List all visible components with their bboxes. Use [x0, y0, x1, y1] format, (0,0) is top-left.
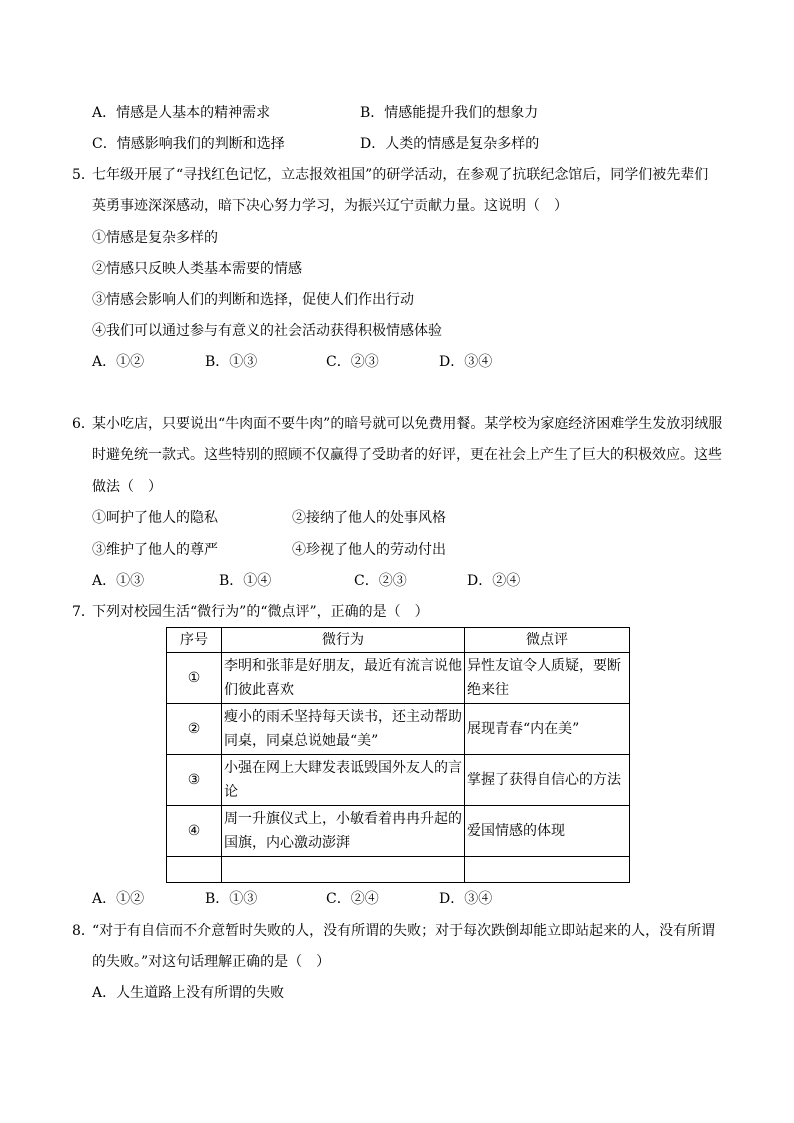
q7-table	[166, 627, 630, 883]
q4-option-b[interactable]: B．情感能提升我们的想象力	[360, 105, 539, 121]
q5-option-b[interactable]: B．①③	[205, 354, 258, 370]
q5-statement-4: ④我们可以通过参与有意义的社会活动获得积极情感体验	[92, 323, 442, 339]
table-header-row	[167, 628, 630, 653]
q6-stem-line-2: 时避免统一款式。这些特别的照顾不仅赢得了受助者的好评，更在社会上产生了巨大的积极效应。这些	[92, 447, 722, 463]
table-cell-num: ③	[167, 755, 222, 806]
q6-option-a[interactable]: A．①③	[92, 573, 145, 589]
table-cell-comment: 展现青春“内在美”	[465, 704, 630, 755]
q6-option-d[interactable]: D．②④	[467, 573, 521, 589]
q6-statement-4: ④珍视了他人的劳动付出	[292, 542, 446, 558]
table-header-behavior: 微行为	[222, 628, 465, 653]
q4-option-c[interactable]: C．情感影响我们的判断和选择	[92, 136, 285, 152]
q5-option-a[interactable]: A．①②	[92, 354, 145, 370]
table-cell-num: ④	[167, 806, 222, 857]
q4-option-d[interactable]: D．人类的情感是复杂多样的	[360, 136, 540, 152]
q8-stem-line-1: “对于有自信而不介意暂时失败的人，没有所谓的失败；对于每次跌倒却能立即站起来的人，没有所谓	[92, 923, 716, 939]
table-cell-empty	[465, 857, 630, 883]
q6-statement-1: ①呵护了他人的隐私	[92, 510, 218, 526]
table-cell-num: ①	[167, 653, 222, 704]
q4-option-a[interactable]: A．情感是人基本的精神需求	[92, 105, 271, 121]
q5-stem-line-2: 英勇事迹深深感动，暗下决心努力学习，为振兴辽宁贡献力量。这说明（ ）	[92, 198, 568, 214]
q6-statement-2: ②接纳了他人的处事风格	[292, 510, 446, 526]
table-row-empty	[167, 857, 630, 883]
q5-number: 5．	[72, 167, 95, 183]
q7-option-c[interactable]: C．②④	[326, 891, 379, 907]
q5-statement-3: ③情感会影响人们的判断和选择，促使人们作出行动	[92, 292, 414, 308]
q8-number: 8．	[72, 923, 95, 939]
table-cell-behavior: 瘦小的雨禾坚持每天读书，还主动帮助同桌，同桌总说她最“美”	[222, 704, 465, 755]
q8-stem-line-2: 的失败。”对这句话理解正确的是（ ）	[92, 954, 331, 970]
table-row	[167, 755, 630, 806]
q6-number: 6．	[72, 416, 95, 432]
table-cell-comment: 掌握了获得自信心的方法	[465, 755, 630, 806]
table-cell-empty	[222, 857, 465, 883]
q6-stem-line-1: 某小吃店，只要说出“牛肉面不要牛肉”的暗号就可以免费用餐。某学校为家庭经济困难学生发放羽绒服	[92, 416, 723, 432]
q5-stem-line-1: 七年级开展了“寻找红色记忆，立志报效祖国”的研学活动，在参观了抗联纪念馆后，同学们被先辈们	[92, 167, 709, 183]
table-header-comment: 微点评	[465, 628, 630, 653]
q7-stem: 下列对校园生活“微行为”的“微点评”，正确的是（ ）	[92, 604, 429, 620]
table-cell-comment: 异性友谊令人质疑，要断绝来往	[465, 653, 630, 704]
table-cell-empty	[167, 857, 222, 883]
q5-statement-2: ②情感只反映人类基本需要的情感	[92, 261, 302, 277]
q7-option-d[interactable]: D．③④	[439, 891, 493, 907]
q7-option-a[interactable]: A．①②	[92, 891, 145, 907]
table-row	[167, 704, 630, 755]
table-cell-behavior: 李明和张菲是好朋友，最近有流言说他们彼此喜欢	[222, 653, 465, 704]
q6-statement-3: ③维护了他人的尊严	[92, 542, 218, 558]
q5-statement-1: ①情感是复杂多样的	[92, 230, 218, 246]
q6-stem-line-3: 做法（ ）	[92, 479, 162, 495]
q5-option-d[interactable]: D．③④	[439, 354, 493, 370]
table-header-num: 序号	[167, 628, 222, 653]
table-cell-behavior: 小强在网上大肆发表诋毁国外友人的言论	[222, 755, 465, 806]
q7-option-b[interactable]: B．①③	[205, 891, 258, 907]
table-row	[167, 806, 630, 857]
table-cell-behavior: 周一升旗仪式上，小敏看着冉冉升起的国旗，内心激动澎湃	[222, 806, 465, 857]
q5-option-c[interactable]: C．②③	[326, 354, 379, 370]
q8-option-a[interactable]: A．人生道路上没有所谓的失败	[92, 985, 285, 1001]
q6-option-c[interactable]: C．②③	[354, 573, 407, 589]
table-cell-comment: 爱国情感的体现	[465, 806, 630, 857]
table-cell-num: ②	[167, 704, 222, 755]
q7-number: 7．	[72, 604, 95, 620]
q6-option-b[interactable]: B．①④	[219, 573, 272, 589]
table-row	[167, 653, 630, 704]
